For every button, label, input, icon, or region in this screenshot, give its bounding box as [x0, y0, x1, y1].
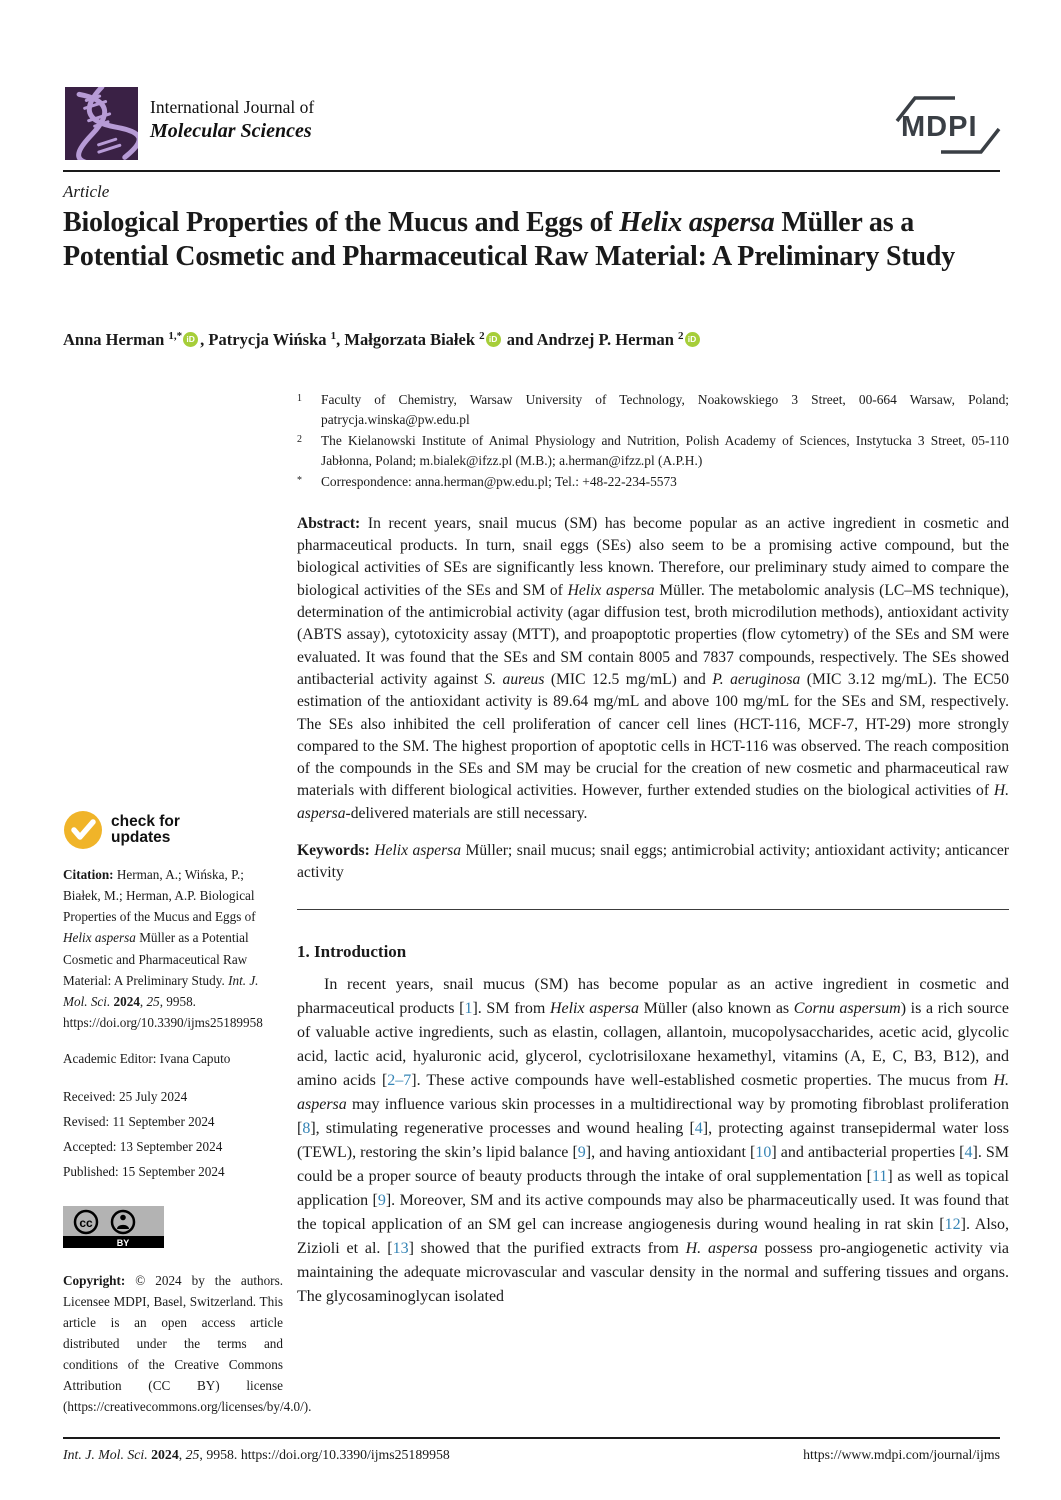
citation-ref[interactable]: 8	[302, 1119, 311, 1137]
keywords-divider	[297, 909, 1009, 910]
journal-name	[150, 97, 314, 144]
journal-name-line1: International Journal of	[150, 97, 315, 117]
citation-ref[interactable]: 4	[694, 1119, 703, 1137]
crossmark-check-icon	[63, 810, 103, 850]
authors-line: Anna Herman $^{1,*}$ iD , Patrycja Wińska $^1$, Małgorzata Białek $^2$ iD and Andrzej P. Herman $^2$ iD	[63, 330, 1008, 350]
sidebar	[63, 810, 312, 1417]
affiliation-2-text: The Kielanowski Institute of Animal Physiology and Nutrition, Polish Academy of Sciences, Instytucka 3 Street, 05-110 Jabłonna, Poland; m.bialek@ifzz.pl (M.B.); a.herman@ifzz.pl (A.P.H.)	[321, 432, 1009, 469]
dates-block	[63, 1084, 283, 1184]
check-for-updates-label: check for updates	[111, 812, 180, 846]
affiliation-2-marker: 2	[297, 433, 302, 445]
svg-text:BY: BY	[116, 1238, 130, 1249]
journal-logo	[65, 87, 138, 160]
citation-ref[interactable]: 9	[377, 1191, 386, 1209]
url-link[interactable]: https://doi.org/10.3390/ijms25189958	[63, 1014, 263, 1030]
mdpi-logo	[893, 93, 1003, 162]
cc-by-license-badge[interactable]	[63, 1206, 283, 1254]
citation-ref[interactable]: 12	[944, 1215, 961, 1233]
orcid-icon[interactable]: iD	[685, 332, 700, 347]
affiliation-1	[297, 390, 1009, 431]
affiliation-1-marker: 1	[297, 393, 302, 404]
correspondence-note	[297, 472, 1009, 492]
introduction-paragraph: In recent years, snail mucus (SM) has become popular as an active ingredient in cosmetic and pharmaceutical products [1]. SM from Helix aspersa Müller (also known as Cornu aspersum) is a rich source of valuable active ingredients, such as elastin, collagen, allantoin, mucopolysaccharides, acetic acid, glycolic acid, lactic acid, hyaluronic acid, glycerol, cyclotrisiloxane hexamethyl, vitamins (A, E, C, B3, B12), and amino acids [2–7]. These active compounds have well-established cosmetic properties. The mucus from H. aspersa may influence various skin processes in a multidirectional way by promoting fibroblast proliferation [8], stimulating regenerative processes and wound healing [4], protecting against transepidermal water loss (TEWL), restoring the skin’s lipid balance [9], and having antioxidant [10] and antibacterial properties [4]. SM could be a proper source of beauty products through the intake of oral supplementation [11] as well as topical application [9]. Moreover, SM and its active compounds may also be pharmaceutically used. It was found that the topical application of an SM gel can increase angiogenesis during wound healing in rat skin [12]. Also, Zizioli et al. [13] showed that the purified extracts from H. aspersa possess pro-angiogenetic activity via maintaining the adequate microvascular and vascular density in the normal and suffering tissues and organs. The glycosaminoglycan isolated	[297, 975, 1010, 1305]
page-title: Biological Properties of the Mucus and Eggs of Helix aspersa Müller as a Potential Cosmetic and Pharmaceutical Raw Material: A Preliminary Study	[63, 207, 956, 273]
header-divider	[63, 170, 1000, 172]
published-date: Published: 15 September 2024	[63, 1164, 225, 1180]
article-type-label: Article	[63, 182, 110, 201]
citation-ref[interactable]: 9	[577, 1143, 586, 1161]
url-link[interactable]: https://creativecommons.org/licenses/by/4.0/	[67, 1399, 304, 1415]
citation-ref[interactable]: 11	[871, 1167, 888, 1185]
main-column	[297, 390, 1009, 1309]
svg-text:MDPI: MDPI	[901, 111, 978, 143]
section-heading-introduction: 1. Introduction	[297, 941, 407, 961]
copyright-block: Copyright: © 2024 by the authors. Licensee MDPI, Basel, Switzerland. This article is an open access article distributed under the terms and conditions of the Creative Commons Attribution (CC BY) license (https://creativecommons.org/licenses/by/4.0/).	[63, 1272, 312, 1415]
accepted-date: Accepted: 13 September 2024	[63, 1139, 223, 1155]
cc-by-icon	[63, 1206, 164, 1248]
footer-citation: Int. J. Mol. Sci. 2024, 25, 9958. https://doi.org/10.3390/ijms25189958	[63, 1447, 450, 1462]
svg-text:cc: cc	[79, 1216, 93, 1231]
citation-ref[interactable]: 10	[755, 1143, 772, 1161]
correspondence-marker: *	[297, 474, 302, 486]
citation-block: Citation: Herman, A.; Wińska, P.; Białek, M.; Herman, A.P. Biological Properties of the Mucus and Eggs of Helix aspersa Müller as a Potential Cosmetic and Pharmaceutical Raw Material: A Preliminary Study. Int. J. Mol. Sci. 2024, 25, 9958. https://doi.org/10.3390/ijms25189958	[63, 867, 263, 1030]
citation-ref[interactable]: 4	[964, 1143, 973, 1161]
received-date: Received: 25 July 2024	[63, 1089, 188, 1105]
revised-date: Revised: 11 September 2024	[63, 1114, 215, 1130]
citation-ref[interactable]: 1	[464, 999, 473, 1017]
affiliation-2	[297, 431, 1009, 472]
affiliation-1-text: Faculty of Chemistry, Warsaw University of Technology, Noakowskiego 3 Street, 00-664 Warsaw, Poland; patrycja.winska@pw.edu.pl	[321, 392, 1009, 428]
citation-ref[interactable]: 2–7	[387, 1071, 412, 1089]
dna-helix-icon	[65, 87, 138, 160]
mdpi-logo-icon	[893, 93, 1003, 157]
abstract: Abstract: In recent years, snail mucus (SM) has become popular as an active ingredient in cosmetic and pharmaceutical products. In turn, snail eggs (SEs) also seem to be a promising active compound, but the biological activities of SEs are significantly less known. Therefore, our preliminary study aimed to compare the biological activities of the SEs and SM of Helix aspersa Müller. The metabolomic analysis (LC–MS technique), determination of the antimicrobial activity (agar diffusion test, broth microdilution methods), antioxidant activity (ABTS assay), cytotoxicity assay (MTT), and proapoptotic properties (flow cytometry) of the SEs and SM were evaluated. It was found that the SEs and SM contain 8005 and 7837 compounds, respectively. The SEs showed antibacterial activity against S. aureus (MIC 12.5 mg/mL) and P. aeruginosa (MIC 3.12 mg/mL). The EC50 estimation of the antioxidant activity is 89.64 mg/mL and above 100 mg/mL for the SEs and SM, respectively. The SEs also inhibited the cell proliferation of cancer cell lines (HCT-116, MCF-7, HT-29) more strongly compared to the SM. The highest proportion of apoptotic cells in HCT-116 was observed. The reach composition of the compounds in the SEs and SM may be crucial for the creation of new cosmetic and pharmaceutical raw materials with different biological activities. However, further extended studies on the biological activities of H. aspersa-delivered materials are still necessary.	[297, 514, 1010, 822]
orcid-icon[interactable]: iD	[486, 332, 501, 347]
academic-editor-line: Academic Editor: Ivana Caputo	[63, 1051, 231, 1066]
url-link[interactable]: https://www.mdpi.com/journal/ijms	[803, 1447, 1000, 1462]
keywords: Keywords: Helix aspersa Müller; snail mucus; snail eggs; antimicrobial activity; antioxidant activity; anticancer activity	[297, 842, 1009, 882]
correspondence-text: Correspondence: anna.herman@pw.edu.pl; Tel.: +48-22-234-5573	[321, 473, 677, 489]
citation-ref[interactable]: 13	[392, 1239, 409, 1257]
orcid-icon[interactable]: iD	[183, 332, 198, 347]
footer-divider	[63, 1437, 1000, 1439]
check-for-updates-badge[interactable]	[63, 810, 283, 850]
journal-name-line2: Molecular Sciences	[150, 119, 312, 142]
footer-journal-url	[63, 1447, 1000, 1463]
url-link[interactable]: https://doi.org/10.3390/ijms25189958	[240, 1447, 450, 1462]
